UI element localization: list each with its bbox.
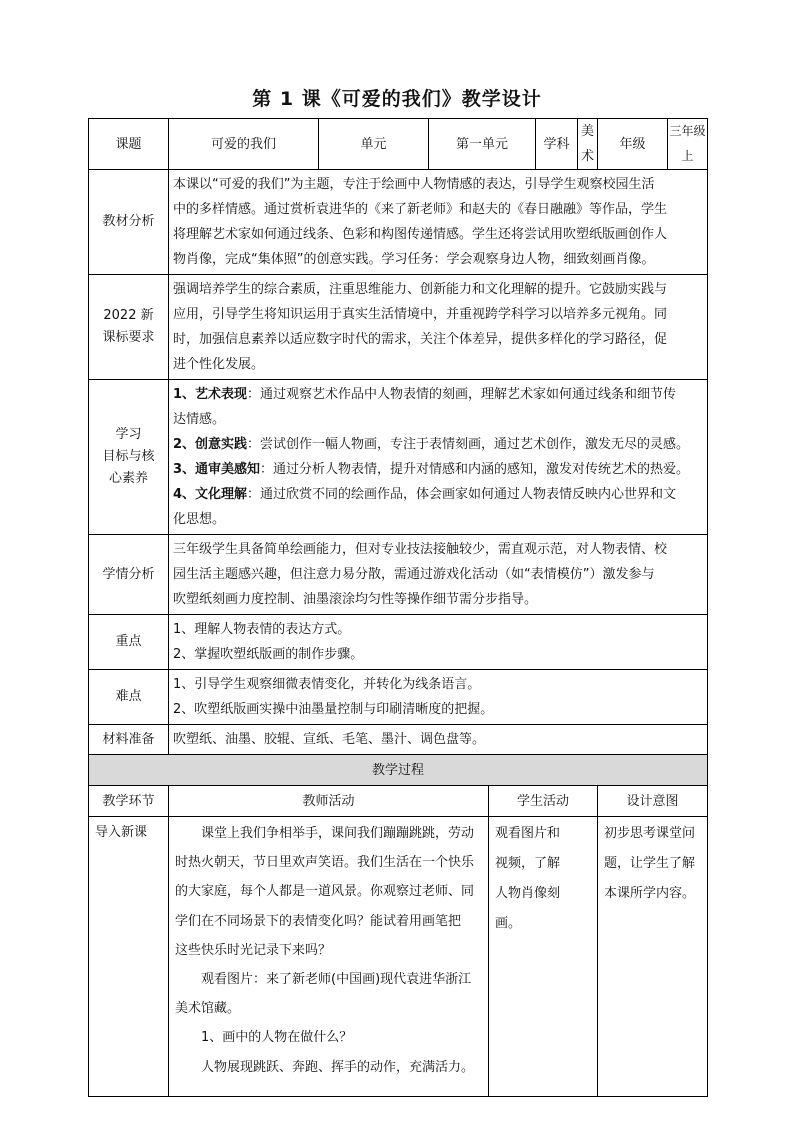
key-points-label: 重点: [89, 615, 169, 670]
key-points-row: [89, 615, 708, 670]
goal-item: 3、通审美感知：通过分析人物表情，提升对情感和内涵的感知，激发对传统艺术的热爱。: [173, 462, 690, 477]
stage-cell: 导入新课: [89, 817, 169, 1097]
curriculum-standard-label: 2022 新 课标要求: [89, 275, 169, 380]
learning-goals-text: 1、艺术表现：通过观察艺术作品中人物表情的刻画，理解艺术家如何通过线条和细节传 达情感。 2、创意实践：尝试创作一幅人物画，专注于表情刻画，通过艺术创作，激发无尽的灵感。 3、通审美感知：通过分析人物表情，提升对情感和内涵的感知，激发对传统艺术的热爱。 4、文化理解：通过欣赏不同的绘画作品，体会画家如何通过人物表情反映内心世界和文 化思想。: [169, 380, 708, 535]
curriculum-standard-row: [89, 275, 708, 380]
subject-label: 学科: [536, 119, 578, 170]
materials-text: 吹塑纸、油墨、胶辊、宣纸、毛笔、墨汁、调色盘等。: [169, 725, 708, 755]
teacher-activity-cell: 课堂上我们争相举手，课间我们蹦蹦跳跳，劳动 时热火朝天，节日里欢声笑语。我们生活在一个快乐 的大家庭，每个人都是一道风景。你观察过老师、同 学们在不同场景下的表情变化吗？能试着用画笔把 这些快乐时光记录下来吗？ 观看图片：来了新老师(中国画)现代袁进华浙江 美术馆藏。 1、画中的人物在做什么？ 人物展现跳跃、奔跑、挥手的动作，充满活力。: [169, 817, 489, 1097]
materials-label: 材料准备: [89, 725, 169, 755]
course-value: 可爱的我们: [169, 119, 319, 170]
unit-value: 第一单元: [429, 119, 536, 170]
unit-label: 单元: [319, 119, 429, 170]
key-points-text: 1、理解人物表情的表达方式。 2、掌握吹塑纸版画的制作步骤。: [169, 615, 708, 670]
page-title: 第 1 课《可爱的我们》教学设计: [252, 88, 542, 110]
student-activity-cell: 观看图片和 视频，了解 人物肖像刻 画。: [489, 817, 598, 1097]
design-intent-cell: 初步思考课堂问 题，让学生了解 本课所学内容。: [598, 817, 708, 1097]
textbook-analysis-row: [89, 170, 708, 275]
grade-value: 三年级上: [668, 119, 708, 170]
student-analysis-row: [89, 535, 708, 615]
student-analysis-label: 学情分析: [89, 535, 169, 615]
curriculum-standard-text: 强调培养学生的综合素质，注重思维能力、创新能力和文化理解的提升。它鼓励实践与 应用，引导学生将知识运用于真实生活情境中，并重视跨学科学习以培养多元视角。同 时，加强信息素养以适应数字时代的需求，关注个体差异，提供多样化的学习路径，促 进个性化发展。: [169, 275, 708, 380]
process-section-row: [89, 755, 708, 786]
process-header-row: [89, 786, 708, 817]
lesson-plan-table: [88, 118, 708, 1097]
stage-header: 教学环节: [89, 786, 169, 817]
difficulties-text: 1、引导学生观察细微表情变化，并转化为线条语言。 2、吹塑纸版画实操中油墨量控制与印刷清晰度的把握。: [169, 670, 708, 725]
difficulties-label: 难点: [89, 670, 169, 725]
student-analysis-text: 三年级学生具备简单绘画能力，但对专业技法接触较少，需直观示范，对人物表情、校 园生活主题感兴趣，但注意力易分散，需通过游戏化活动（如“表情模仿”）激发参与 吹塑纸刻画力度控制、油墨滚涂均匀性等操作细节需分步指导。: [169, 535, 708, 615]
intent-header: 设计意图: [598, 786, 708, 817]
grade-label: 年级: [598, 119, 668, 170]
info-row: [89, 119, 708, 170]
textbook-analysis-text: 本课以“可爱的我们”为主题，专注于绘画中人物情感的表达，引导学生观察校园生活 中的多样情感。通过赏析袁进华的《来了新老师》和赵夫的《春日融融》等作品，学生 将理解艺术家如何通过线条、色彩和构图传递情感。学生还将尝试用吹塑纸版画创作人 物肖像，完成“集体照”的创意实践。学习任务：学会观察身边人物，细致刻画肖像。: [169, 170, 708, 275]
teacher-header: 教师活动: [169, 786, 489, 817]
textbook-analysis-label: 教材分析: [89, 170, 169, 275]
goal-item: 4、文化理解：通过欣赏不同的绘画作品，体会画家如何通过人物表情反映内心世界和文: [173, 487, 677, 502]
course-label: 课题: [89, 119, 169, 170]
process-section-title: 教学过程: [89, 755, 708, 786]
materials-row: [89, 725, 708, 755]
learning-goals-row: [89, 380, 708, 535]
process-row-intro: [89, 817, 708, 1097]
goal-item: 1、艺术表现：通过观察艺术作品中人物表情的刻画，理解艺术家如何通过线条和细节传: [173, 387, 677, 402]
student-header: 学生活动: [489, 786, 598, 817]
goal-item: 2、创意实践：尝试创作一幅人物画，专注于表情刻画，通过艺术创作，激发无尽的灵感。: [173, 437, 690, 452]
subject-value: 美术: [578, 119, 598, 170]
learning-goals-label: 学习 目标与核 心素养: [89, 380, 169, 535]
difficulties-row: [89, 670, 708, 725]
